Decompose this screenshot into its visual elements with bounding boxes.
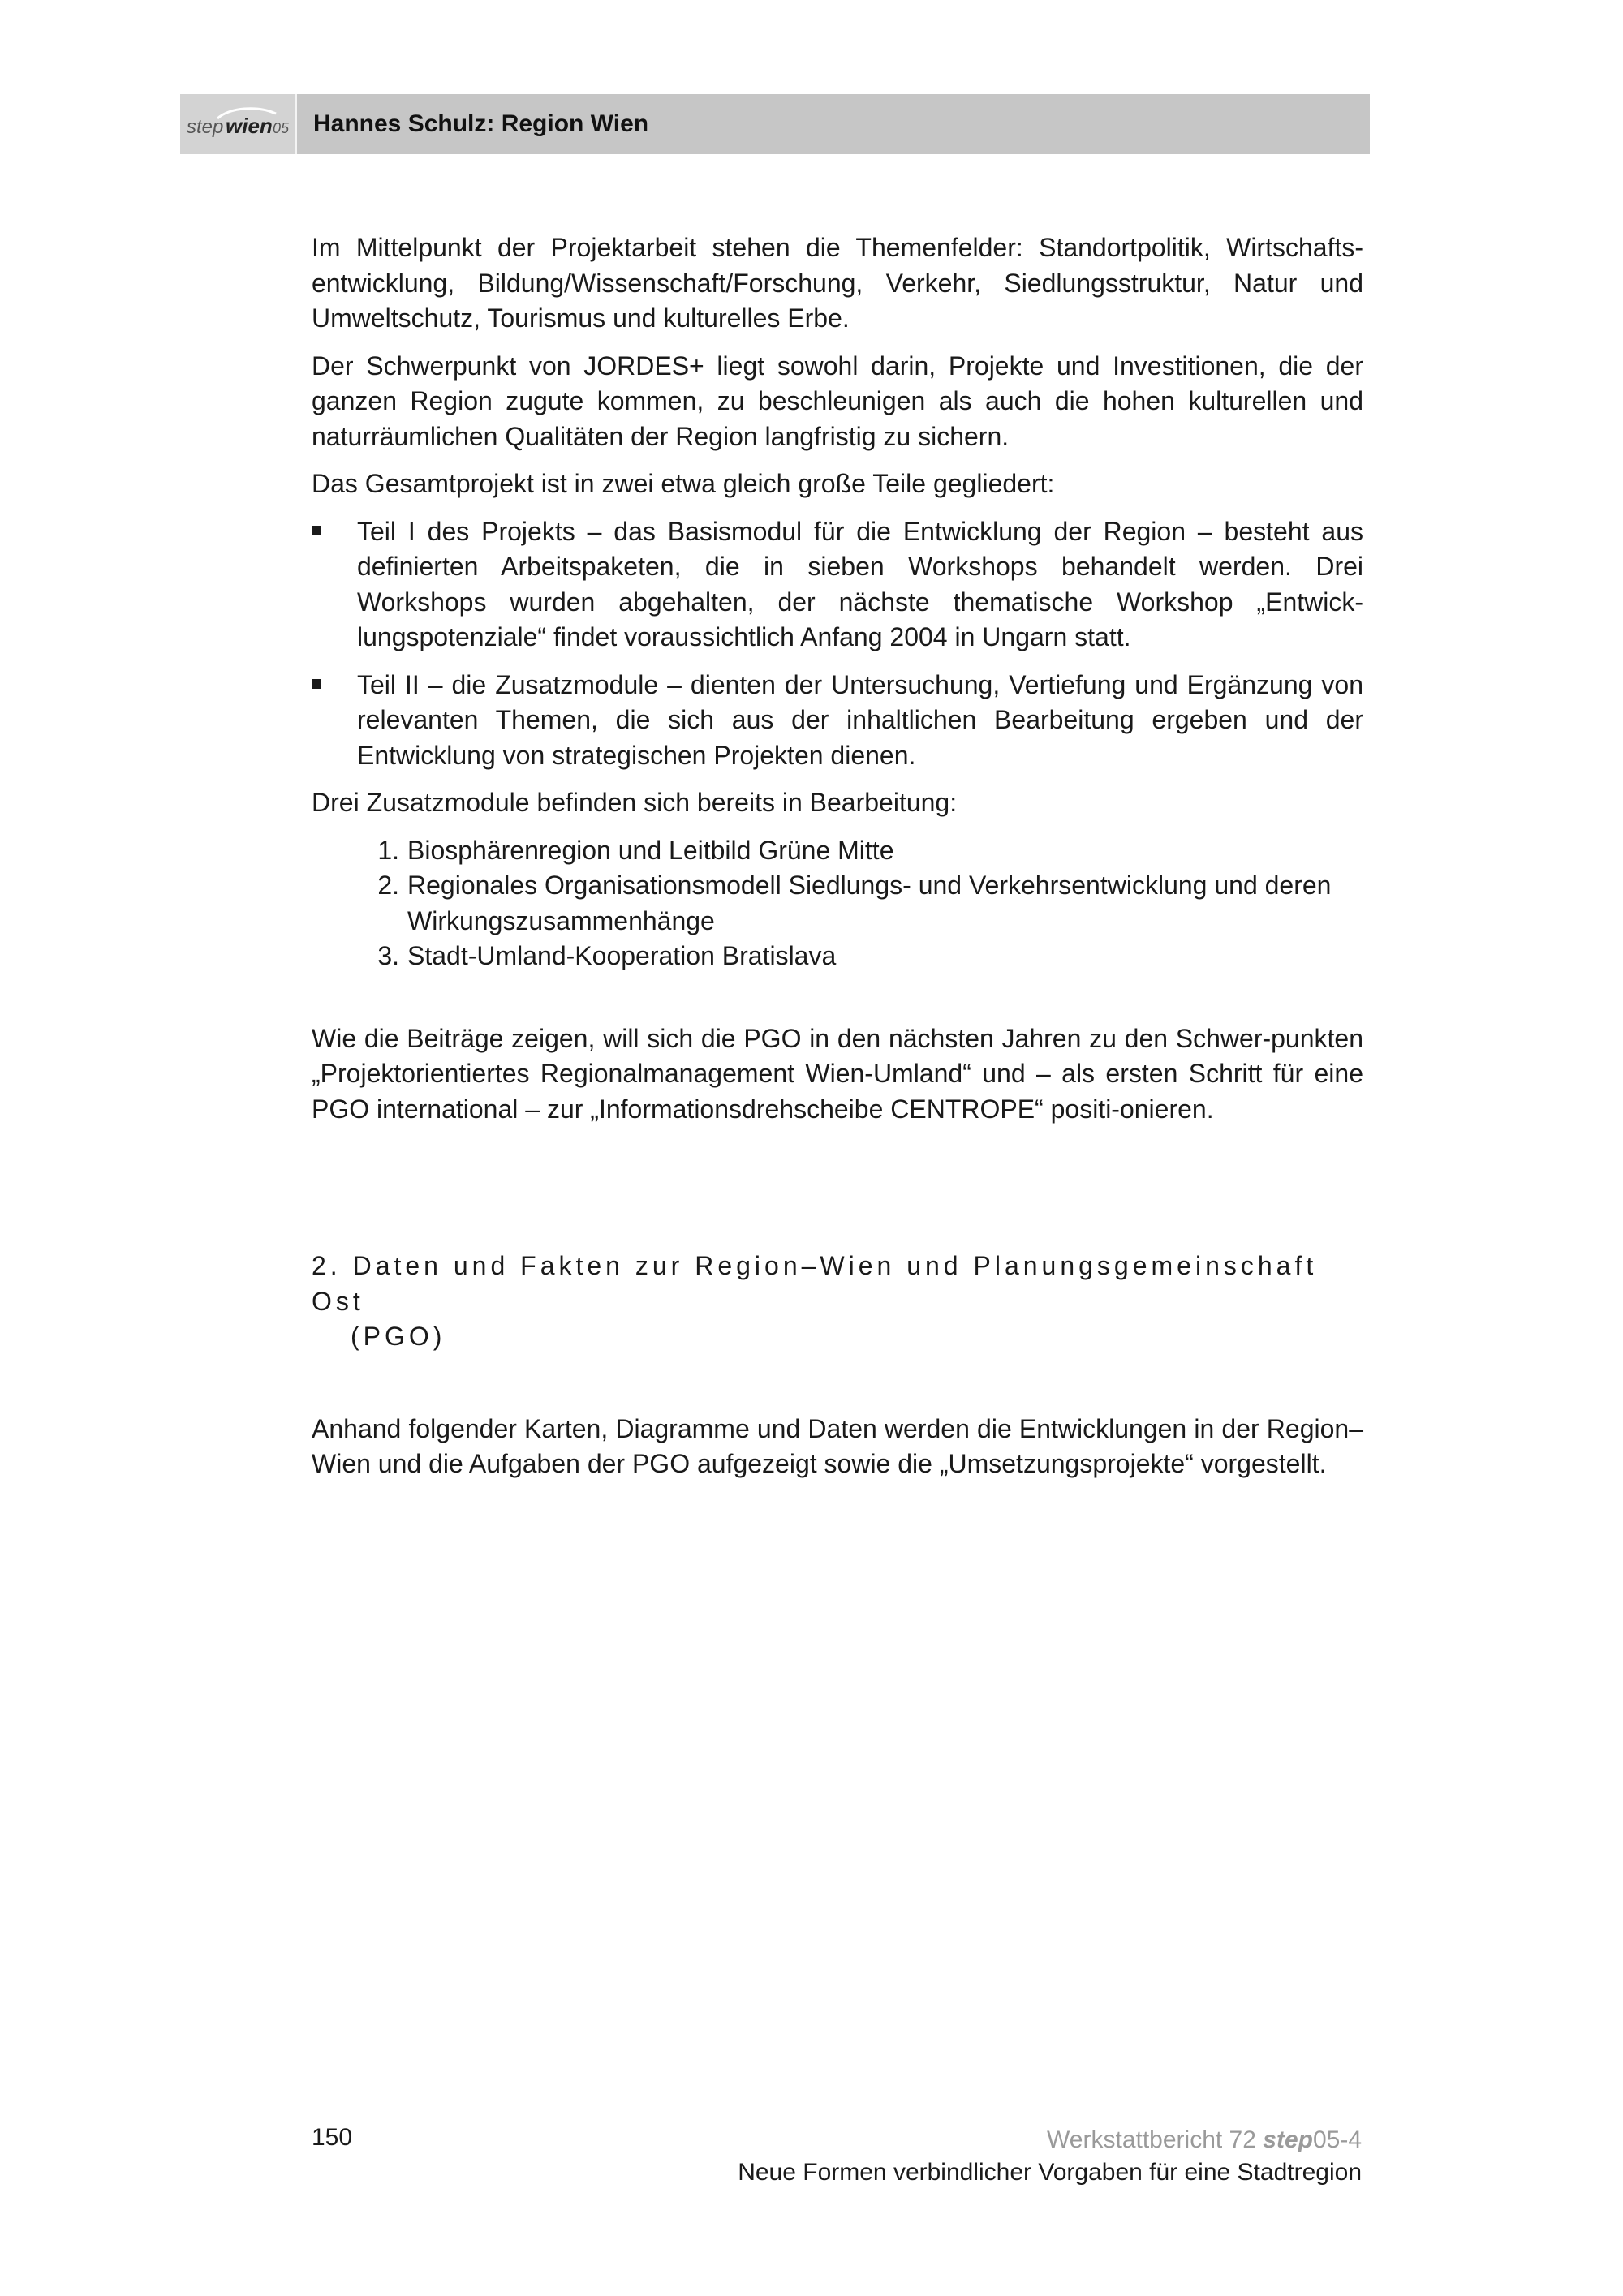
header-title: Hannes Schulz: Region Wien — [313, 110, 649, 137]
footer-edition: 05-4 — [1312, 2126, 1362, 2153]
page-number: 150 — [312, 2124, 353, 2151]
list-text: Stadt-Umland-Kooperation Bratislava — [407, 941, 837, 970]
list-item — [370, 939, 1363, 974]
svg-text:step: step — [187, 116, 224, 138]
footer-subtitle: Neue Formen verbindlicher Vorgaben für eine Stadtregion — [738, 2159, 1362, 2186]
footer-report-line — [738, 2124, 1362, 2156]
list-item — [370, 868, 1363, 939]
stepwien-logo-icon — [185, 104, 292, 144]
bullet-square-icon — [312, 526, 321, 535]
page-footer — [738, 2124, 1362, 2189]
stepwien-logo — [180, 94, 297, 154]
bullet-item — [312, 514, 1363, 656]
bullet-item — [312, 668, 1363, 774]
list-number: 3. — [377, 941, 399, 970]
list-number: 1. — [377, 835, 399, 865]
section-heading — [312, 1249, 1363, 1355]
paragraph-final: Anhand folgender Karten, Diagramme und Daten werden die Entwicklungen in der Region–Wien und die Aufgaben der PGO aufgezeigt sowie die „Umsetzungsprojekte“ vorgestellt. — [312, 1413, 1363, 1478]
bullet-square-icon — [312, 679, 321, 689]
page-content — [312, 230, 1363, 1482]
section-heading-line2: (PGO) — [351, 1322, 446, 1351]
page-header — [180, 94, 1370, 154]
list-item — [370, 833, 1363, 869]
bullet-text: Teil II – die Zusatzmodule – dienten der Untersuchung, Vertiefung und Ergänzung von relevanten Themen, die sich aus der inhaltlichen Bearbeitung ergeben und der Entwicklung von strategischen Projekten dienen. — [357, 669, 1363, 770]
footer-brand: step — [1263, 2126, 1313, 2153]
list-text: Regionales Organisationsmodell Siedlungs- und Verkehrsentwicklung und deren Wirkungszusammenhänge — [407, 871, 1332, 935]
svg-text:05: 05 — [273, 120, 290, 136]
svg-text:wien: wien — [226, 114, 273, 138]
paragraph-themes: Im Mittelpunkt der Projektarbeit stehen die Themenfelder: Standortpolitik, Wirtschafts-entwicklung, Bildung/Wissenschaft/Forschung, Verkehr, Siedlungsstruktur, Natur und Umweltschutz, Tourismus und kulturelles Erbe. — [312, 233, 1363, 333]
list-text: Biosphärenregion und Leitbild Grüne Mitte — [407, 835, 894, 865]
paragraph-jordes: Der Schwerpunkt von JORDES+ liegt sowohl darin, Projekte und Investitionen, die der ganzen Region zugute kommen, zu beschleunigen als auch die hohen kulturellen und naturräumlichen Qualitäten der Region langfristig zu sichern. — [312, 350, 1363, 451]
modules-intro: Drei Zusatzmodule befinden sich bereits in Bearbeitung: — [312, 788, 958, 817]
section-heading-line1: 2. Daten und Fakten zur Region–Wien und Planungsgemeinschaft Ost — [312, 1251, 1318, 1316]
modules-list — [370, 833, 1363, 974]
footer-report: Werkstattbericht 72 — [1047, 2126, 1256, 2153]
bullet-text: Teil I des Projekts – das Basismodul für die Entwicklung der Region – besteht aus definierten Arbeitspaketen, die in sieben Workshops behandelt werden. Drei Workshops wurden abgehalten, der nächste thematische Workshop „Entwick-lungspotenziale“ findet voraussichtlich Anfang 2004 in Ungarn statt. — [357, 516, 1363, 651]
paragraph-structure: Das Gesamtprojekt ist in zwei etwa gleich große Teile gegliedert: — [312, 469, 1055, 498]
list-number: 2. — [377, 871, 399, 900]
paragraph-pgo: Wie die Beiträge zeigen, will sich die PGO in den nächsten Jahren zu den Schwer-punkten „Projektorientiertes Regionalmanagement Wien-Umland“ und – als ersten Schritt für eine PGO international – zur „Informationsdrehscheibe CENTROPE“ positi-onieren. — [312, 1023, 1363, 1124]
